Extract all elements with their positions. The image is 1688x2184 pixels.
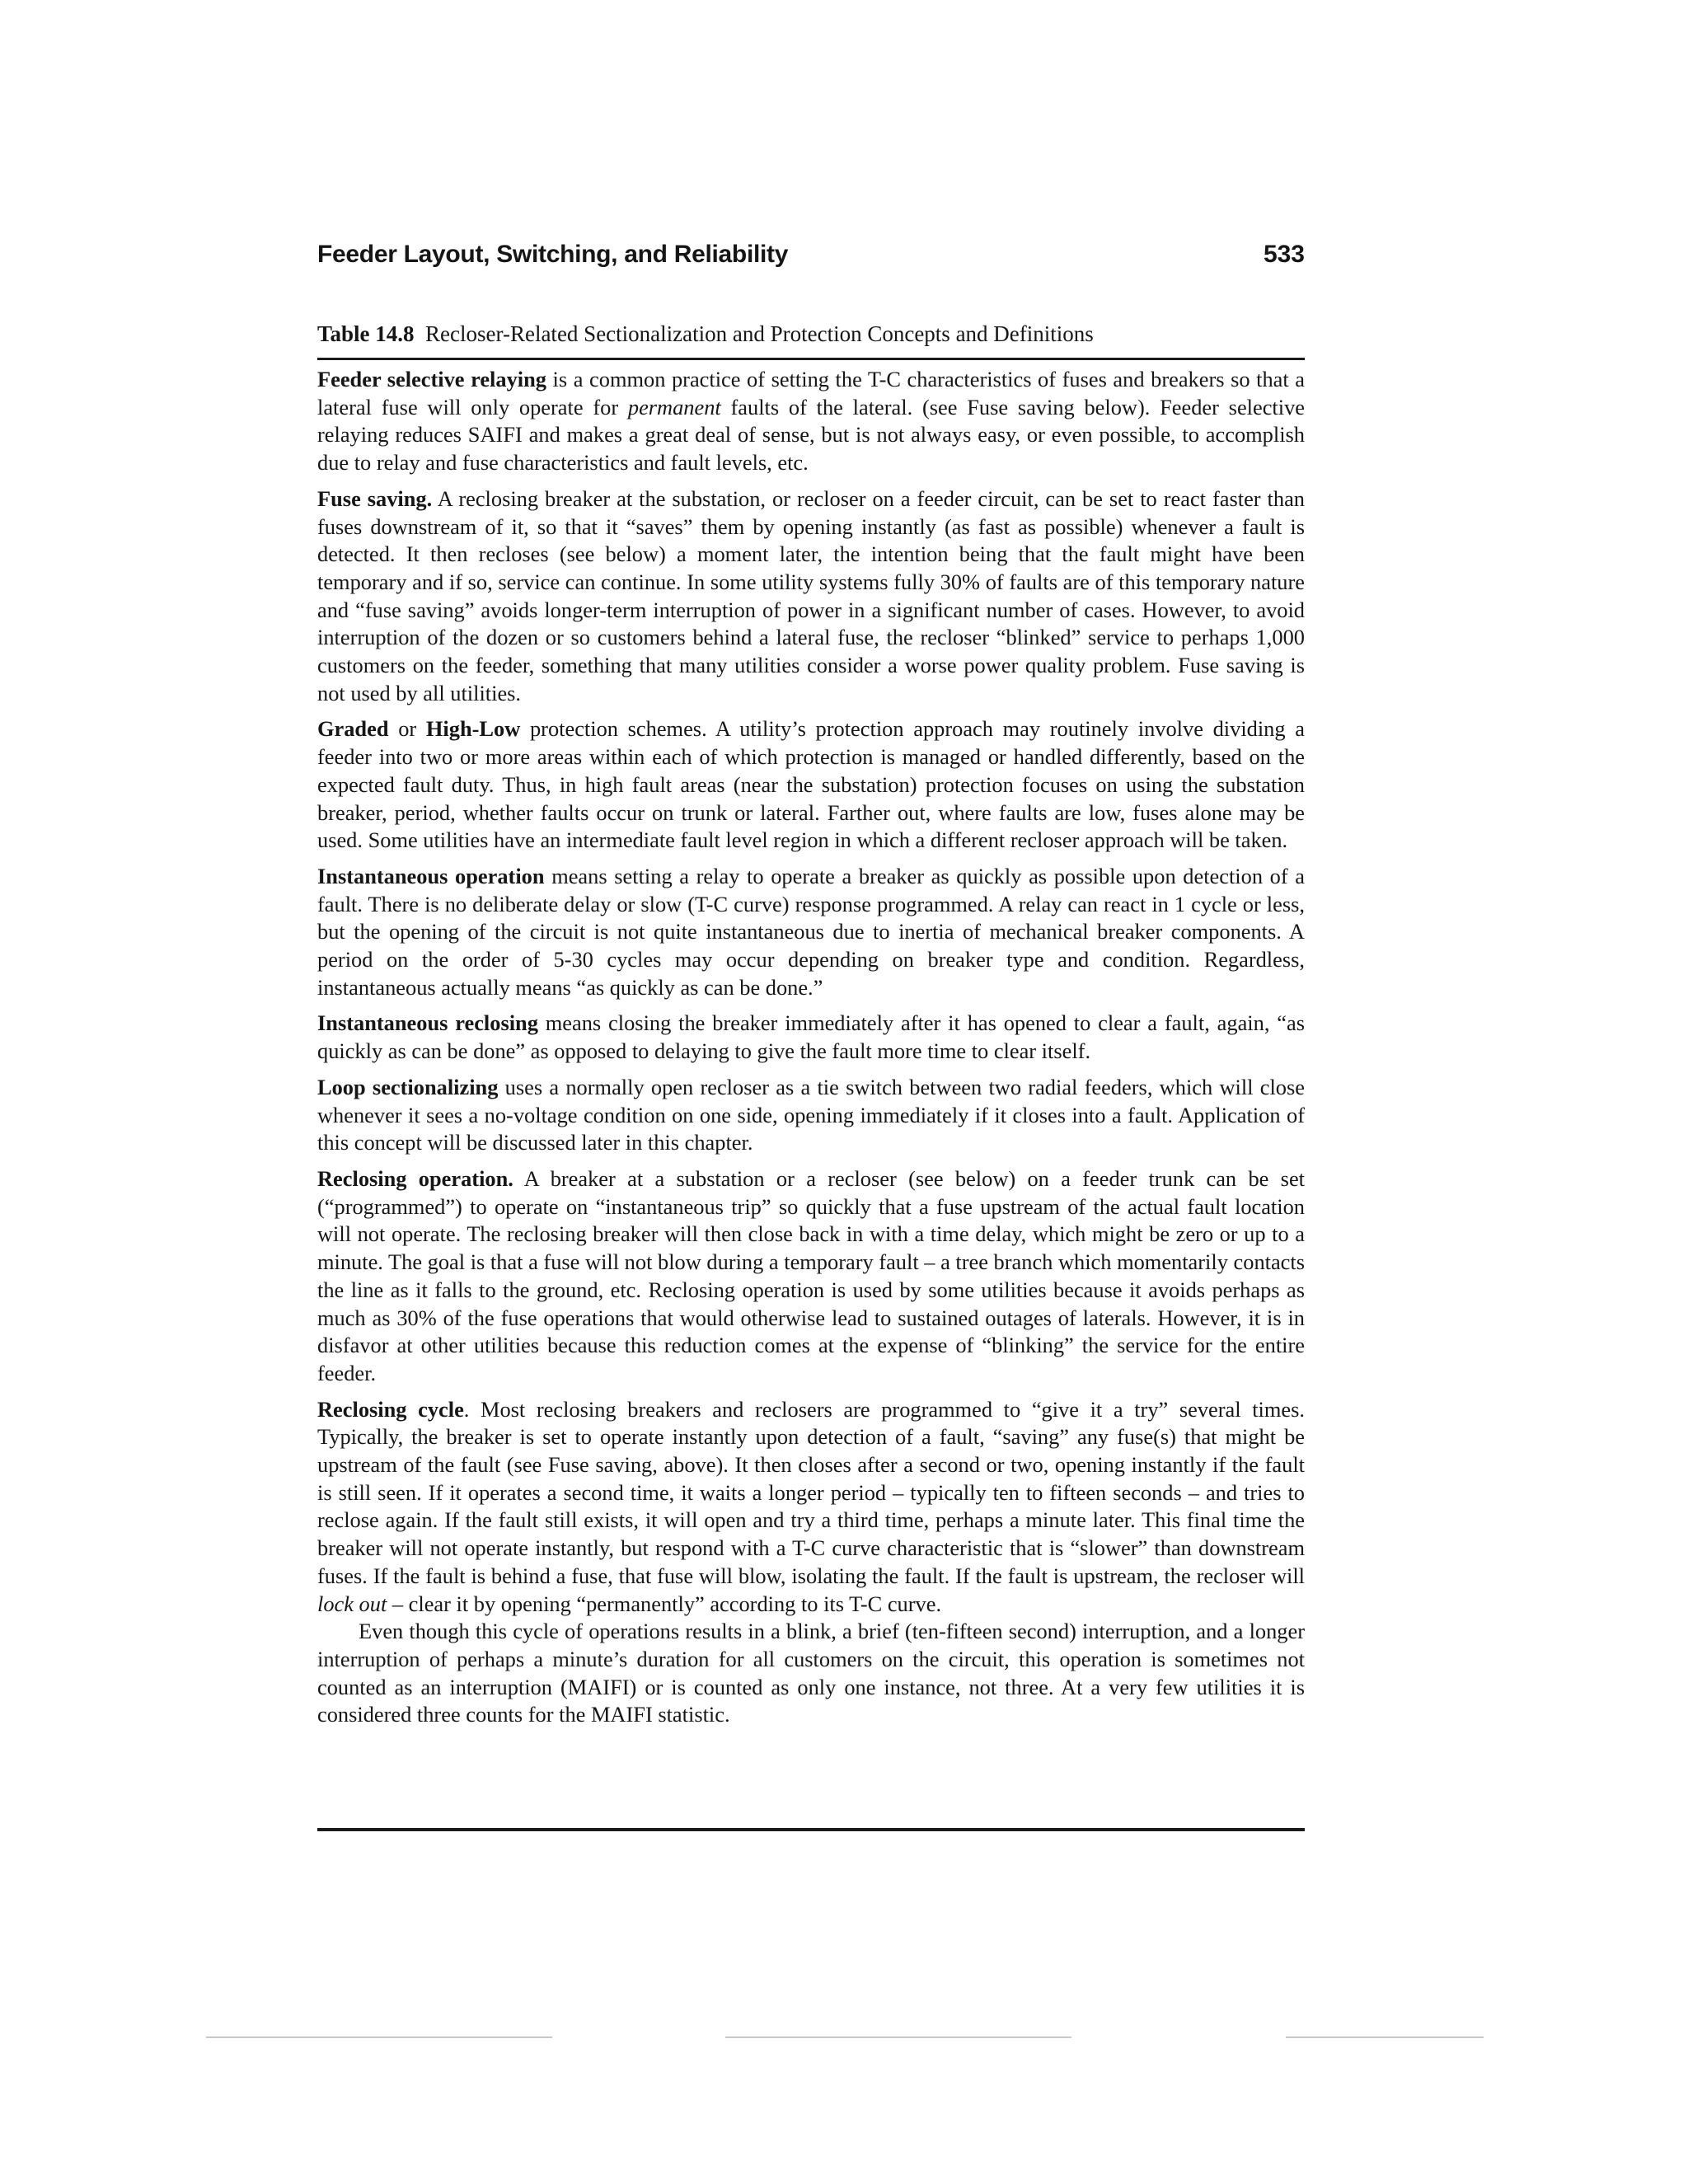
entry-emphasis: permanent [627,394,721,419]
scan-artifact-line [206,2036,552,2038]
entry-fuse-saving [317,485,1305,708]
entry-term: Graded [317,716,389,742]
entry-reclosing-cycle [317,1396,1305,1619]
entry-feeder-selective-relaying [317,366,1305,477]
table-top-rule [317,358,1305,360]
table-label: Table 14.8 [317,321,415,346]
entry-text: A breaker at a substation or a recloser (see below) on a feeder trunk can be set (“programmed”) to operate on “instantaneous trip” so quickly that a fuse upstream of the actual fault location will not operate. The reclosing breaker will then close back in with a time delay, which might be zero or up to a minute. The goal is that a fuse will not blow during a temporary fault – a tree branch which momentarily contacts the line as it falls to the ground, etc. Reclosing operation is used by some utilities because it avoids perhaps as much as 30% of the fuse operations that would otherwise lead to sustained outages of laterals. However, it is in disfavor at other utilities because this reduction comes at the expense of “blinking” the service for the entire feeder. [317,1165,1305,1385]
table-bottom-rule [317,1828,1305,1831]
entry-instantaneous-reclosing [317,1010,1305,1065]
entry-text: means closing the breaker immediately after it has opened to clear a fault, again, “as quickly as can be done” as opposed to delaying to give the fault more time to clear itself. [317,1010,1305,1064]
scan-artifact-line [1286,2036,1484,2038]
entry-loop-sectionalizing [317,1074,1305,1157]
running-head [317,241,1305,279]
entry-term: Instantaneous operation [317,863,545,888]
entry-text: – clear it by opening “permanently” according to its T-C curve. [387,1591,942,1616]
entry-term: Instantaneous reclosing [317,1010,538,1036]
entry-text: protection schemes. A utility’s protection approach may routinely involve dividing a feeder into two or more areas within each of which protection is managed or handled differently, based on the expected fault duty. Thus, in high fault areas (near the substation) protection focuses on using the substation breaker, period, whether faults occur on trunk or lateral. Farther out, where faults are low, fuses alone may be used. Some utilities have an intermediate fault level region in which a different recloser approach will be taken. [317,716,1305,853]
entry-term: Loop sectionalizing [317,1074,499,1099]
entry-joiner: or [388,716,426,742]
entry-text: is a common practice of setting the T-C characteristics of fuses and breakers so that a lateral fuse will only operate for [317,367,1305,419]
entry-emphasis: lock out [317,1591,387,1616]
table-caption-text: Recloser-Related Sectionalization and Protection Concepts and Definitions [425,321,1094,346]
entry-term: Fuse saving. [317,485,433,511]
entry-graded-high-low [317,715,1305,855]
entry-term: Feeder selective relaying [317,367,546,391]
entry-text: means setting a relay to operate a breaker as quickly as possible upon detection of a fault. There is no deliberate delay or slow (T-C curve) response programmed. A relay can react in 1 cycle or less, but the opening of the circuit is not quite instantaneous due to inertia of mechanical breaker components. A period on the order of 5-30 cycles may occur depending on breaker type and condition. Regardless, instantaneous actually means “as quickly as can be done.” [317,863,1306,1000]
table-caption [317,321,1305,347]
entry-text: faults of the lateral. (see Fuse saving below). Feeder selective relaying reduces SAIFI and makes a great deal of sense, but is not always easy, or even possible, to accomplish due to relay and fuse characteristics and fault levels, etc. [317,394,1305,476]
entry-term-secondary: High-Low [425,716,521,742]
entry-term: Reclosing cycle [317,1396,464,1422]
entry-text: . Most reclosing breakers and reclosers are programmed to “give it a try” several times. Typically, the breaker is set to operate instantly upon detection of a fault, “saving” any fuse(s) that might be upstream of the fault (see Fuse saving, above). It then closes after a second or two, opening instantly if the fault is still seen. If it operates a second time, it waits a longer period – typically ten to fifteen seconds – and tries to reclose again. If the fault still exists, it will open and try a third time, perhaps a minute later. This final time the breaker will not operate instantly, but respond with a T-C curve characteristic that is “slower” than downstream fuses. If the fault is behind a fuse, that fuse will blow, isolating the fault. If the fault is upstream, the recloser will [317,1396,1305,1588]
running-head-title: Feeder Layout, Switching, and Reliability [317,241,789,268]
entry-reclosing-operation [317,1165,1305,1388]
entry-term: Reclosing operation. [317,1165,513,1191]
entry-text: uses a normally open recloser as a tie switch between two radial feeders, which will close whenever it sees a no-voltage condition on one side, opening immediately if it closes into a fault. Application of this concept will be discussed later in this chapter. [317,1074,1305,1155]
definitions-table-body [317,366,1305,1729]
entry-text: A reclosing breaker at the substation, or recloser on a feeder circuit, can be set to react faster than fuses downstream of it, so that it “saves” them by opening instantly (as fast as possible) whenever a fault is detected. It then recloses (see below) a moment later, the intention being that the fault might have been temporary and if so, service can continue. In some utility systems fully 30% of faults are of this temporary nature and “fuse saving” avoids longer-term interruption of power in a significant number of cases. However, to avoid interruption of the dozen or so customers behind a lateral fuse, the recloser “blinked” service to perhaps 1,000 customers on the feeder, something that many utilities consider a worse power quality problem. Fuse saving is not used by all utilities. [317,485,1305,705]
entry-instantaneous-operation [317,863,1305,1002]
page-number: 533 [1263,241,1305,268]
entry-continuation-paragraph: Even though this cycle of operations results in a blink, a brief (ten-fifteen second) interruption, and a longer interruption of perhaps a minute’s duration for all customers on the circuit, this operation is sometimes not counted as an interruption (MAIFI) or is counted as only one instance, not three. At a very few utilities it is considered three counts for the MAIFI statistic. [317,1619,1305,1727]
scan-artifact-line [725,2036,1071,2038]
